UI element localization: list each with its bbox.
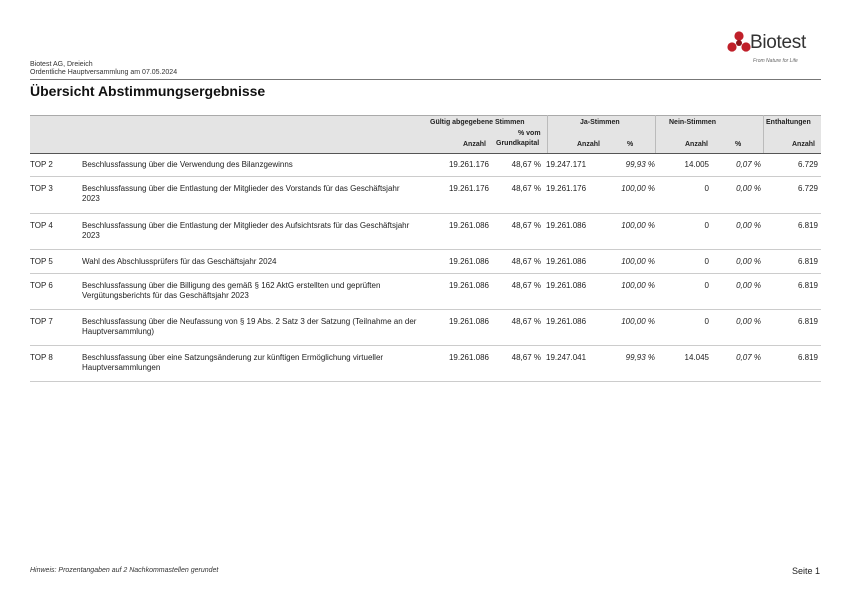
subheader-yes-count: Anzahl xyxy=(577,141,600,148)
yes-votes-pct: 100,00 % xyxy=(621,184,655,193)
yes-votes-pct: 100,00 % xyxy=(621,257,655,266)
no-votes-count: 14.045 xyxy=(684,353,709,362)
table-row xyxy=(30,346,821,382)
no-votes-pct: 0,00 % xyxy=(736,317,761,326)
valid-votes-count: 19.261.086 xyxy=(448,257,489,266)
agenda-item: TOP 3 xyxy=(30,184,53,193)
yes-votes-count: 19.247.171 xyxy=(546,160,587,169)
valid-votes-count: 19.261.086 xyxy=(448,221,489,230)
valid-votes-pct: 48,67 % xyxy=(511,317,541,326)
yes-votes-count: 19.261.176 xyxy=(546,184,587,193)
no-votes-count: 0 xyxy=(704,184,709,193)
no-votes-count: 0 xyxy=(704,257,709,266)
resolution-description: Beschlussfassung über eine Satzungsänderung zur künftigen Ermöglichung virtueller Hauptversammlungen xyxy=(82,353,384,372)
yes-votes-count: 19.261.086 xyxy=(546,317,587,326)
valid-votes-count: 19.261.086 xyxy=(448,317,489,326)
resolution-description: Beschlussfassung über die Entlastung der Mitglieder des Aufsichtsrats für das Geschäftsjahr 2023 xyxy=(82,221,410,240)
abstentions-count: 6.819 xyxy=(797,221,818,230)
subheader-pct-capital-2: Grundkapital xyxy=(496,140,540,147)
yes-votes-pct: 99,93 % xyxy=(625,160,655,169)
table-row xyxy=(30,177,821,214)
logo-tagline: From Nature for Life xyxy=(753,58,798,64)
resolution-description: Beschlussfassung über die Billigung des gemäß § 162 AktG erstellten und geprüften Vergütungsberichts für das Geschäftsjahr 2023 xyxy=(82,281,381,300)
rounding-footnote: Hinweis: Prozentangaben auf 2 Nachkommastellen gerundet xyxy=(30,567,219,574)
company-name: Biotest AG, Dreieich xyxy=(30,61,93,68)
abstentions-count: 6.729 xyxy=(797,160,818,169)
no-votes-pct: 0,00 % xyxy=(736,221,761,230)
header-separator xyxy=(763,115,764,153)
subheader-valid-count: Anzahl xyxy=(463,141,486,148)
header-valid-votes: Gültig abgegebene Stimmen xyxy=(430,119,525,126)
valid-votes-pct: 48,67 % xyxy=(511,353,541,362)
logo-dots-icon xyxy=(726,30,752,54)
yes-votes-pct: 99,93 % xyxy=(625,353,655,362)
table-row xyxy=(30,214,821,250)
no-votes-pct: 0,00 % xyxy=(736,257,761,266)
page-title: Übersicht Abstimmungsergebnisse xyxy=(30,83,266,99)
no-votes-pct: 0,00 % xyxy=(736,184,761,193)
agenda-item: TOP 7 xyxy=(30,317,53,326)
table-row xyxy=(30,274,821,310)
table-header xyxy=(30,115,821,154)
agenda-item: TOP 6 xyxy=(30,281,53,290)
no-votes-count: 0 xyxy=(704,221,709,230)
yes-votes-count: 19.261.086 xyxy=(546,221,587,230)
yes-votes-pct: 100,00 % xyxy=(621,317,655,326)
valid-votes-pct: 48,67 % xyxy=(511,184,541,193)
agenda-item: TOP 8 xyxy=(30,353,53,362)
agenda-item: TOP 5 xyxy=(30,257,53,266)
valid-votes-pct: 48,67 % xyxy=(511,257,541,266)
abstentions-count: 6.819 xyxy=(797,257,818,266)
header-yes-votes: Ja-Stimmen xyxy=(580,119,620,126)
yes-votes-pct: 100,00 % xyxy=(621,281,655,290)
header-divider xyxy=(30,79,821,80)
header-abstentions: Enthaltungen xyxy=(766,119,811,126)
subheader-no-count: Anzahl xyxy=(685,141,708,148)
yes-votes-count: 19.261.086 xyxy=(546,281,587,290)
yes-votes-count: 19.261.086 xyxy=(546,257,587,266)
yes-votes-count: 19.247.041 xyxy=(546,353,587,362)
no-votes-pct: 0,07 % xyxy=(736,160,761,169)
resolution-description: Beschlussfassung über die Neufassung von § 19 Abs. 2 Satz 3 der Satzung (Teilnahme an der Hauptversammlung) xyxy=(82,317,417,336)
abstentions-count: 6.819 xyxy=(797,317,818,326)
abstentions-count: 6.819 xyxy=(797,353,818,362)
no-votes-count: 0 xyxy=(704,281,709,290)
yes-votes-pct: 100,00 % xyxy=(621,221,655,230)
no-votes-count: 14.005 xyxy=(684,160,709,169)
meeting-name: Ordentliche Hauptversammlung am 07.05.2024 xyxy=(30,69,178,76)
abstentions-count: 6.819 xyxy=(797,281,818,290)
table-row xyxy=(30,250,821,274)
agenda-item: TOP 4 xyxy=(30,221,53,230)
valid-votes-count: 19.261.086 xyxy=(448,353,489,362)
biotest-logo xyxy=(726,30,816,68)
no-votes-count: 0 xyxy=(704,317,709,326)
abstentions-count: 6.729 xyxy=(797,184,818,193)
agenda-item: TOP 2 xyxy=(30,160,53,169)
subheader-abstain-count: Anzahl xyxy=(792,141,815,148)
table-row xyxy=(30,310,821,346)
subheader-no-pct: % xyxy=(735,141,742,148)
resolution-description: Beschlussfassung über die Entlastung der Mitglieder des Vorstands für das Geschäftsjahr 2023 xyxy=(82,184,400,203)
resolution-description: Beschlussfassung über die Verwendung des Bilanzgewinns xyxy=(82,160,293,169)
header-separator xyxy=(547,115,548,153)
valid-votes-count: 19.261.176 xyxy=(448,184,489,193)
subheader-pct-capital-1: % vom xyxy=(518,130,541,137)
logo-wordmark: Biotest xyxy=(750,32,806,53)
valid-votes-pct: 48,67 % xyxy=(511,281,541,290)
valid-votes-count: 19.261.176 xyxy=(448,160,489,169)
subheader-yes-pct: % xyxy=(627,141,634,148)
table-row xyxy=(30,153,821,177)
no-votes-pct: 0,00 % xyxy=(736,281,761,290)
valid-votes-pct: 48,67 % xyxy=(511,221,541,230)
valid-votes-pct: 48,67 % xyxy=(511,160,541,169)
valid-votes-count: 19.261.086 xyxy=(448,281,489,290)
resolution-description: Wahl des Abschlussprüfers für das Geschäftsjahr 2024 xyxy=(82,257,277,266)
header-no-votes: Nein-Stimmen xyxy=(669,119,717,126)
header-separator xyxy=(655,115,656,153)
no-votes-pct: 0,07 % xyxy=(736,353,761,362)
page-number: Seite 1 xyxy=(791,566,820,576)
